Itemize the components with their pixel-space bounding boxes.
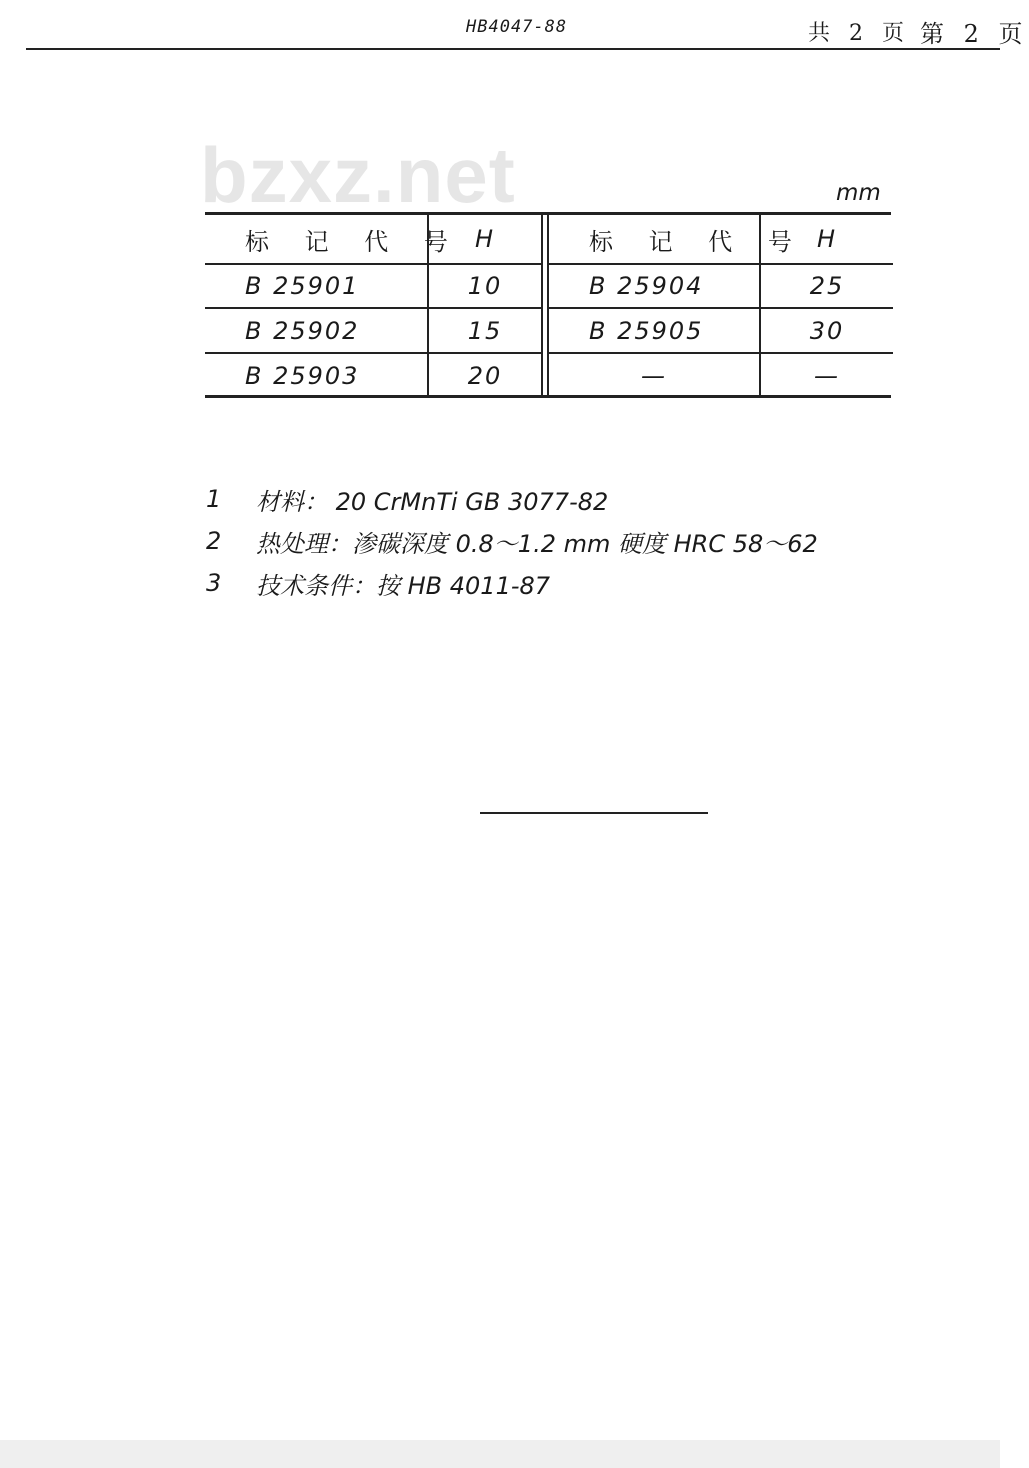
table-row	[549, 354, 893, 398]
unit-label: mm	[836, 180, 881, 206]
table-left-half	[205, 215, 543, 395]
h-cell: 10	[467, 272, 503, 300]
table-row	[205, 265, 541, 309]
table-row	[205, 354, 541, 398]
table-row	[205, 309, 541, 354]
header-h: H	[816, 225, 838, 253]
note-item	[206, 520, 818, 562]
note-text: 材料： 20 CrMnTi GB 3077-82	[256, 487, 609, 516]
table-row	[549, 265, 893, 309]
watermark: bzxz.net	[200, 131, 516, 219]
note-number: 3	[206, 569, 222, 597]
technical-notes	[206, 478, 818, 604]
h-cell: 30	[809, 316, 845, 345]
code-cell: B 25902	[205, 309, 429, 352]
note-text: 热处理：渗碳深度 0.8～1.2 mm 硬度 HRC 58～62	[256, 529, 818, 558]
page-bottom-strip	[0, 1440, 1000, 1468]
h-cell: 20	[467, 362, 503, 390]
code-cell: B 25904	[549, 265, 761, 307]
header-code: 标 记 代 号	[549, 215, 761, 263]
note-item	[206, 562, 818, 604]
note-text: 技术条件：按 HB 4011-87	[256, 571, 551, 600]
h-cell: 15	[467, 316, 503, 345]
note-number: 1	[206, 485, 222, 513]
note-item	[206, 478, 818, 520]
header-code: 标 记 代 号	[205, 215, 429, 263]
code-cell: B 25905	[549, 309, 761, 352]
header-h: H	[474, 225, 496, 253]
code-cell: —	[549, 354, 761, 398]
page-number: 第 2 页	[920, 20, 1029, 48]
end-rule	[480, 812, 708, 814]
table-header-row	[205, 215, 541, 265]
code-cell: B 25903	[205, 354, 429, 398]
h-cell: —	[814, 362, 840, 390]
h-cell: 25	[809, 272, 845, 300]
table-row	[549, 309, 893, 354]
header-rule	[26, 48, 1000, 50]
table-right-half	[547, 215, 893, 395]
spec-table	[205, 212, 891, 398]
note-number: 2	[206, 527, 222, 555]
table-header-row	[549, 215, 893, 265]
code-cell: B 25901	[205, 265, 429, 307]
standard-code: HB4047-88	[466, 17, 568, 37]
page-total: 共 2 页	[808, 21, 910, 46]
